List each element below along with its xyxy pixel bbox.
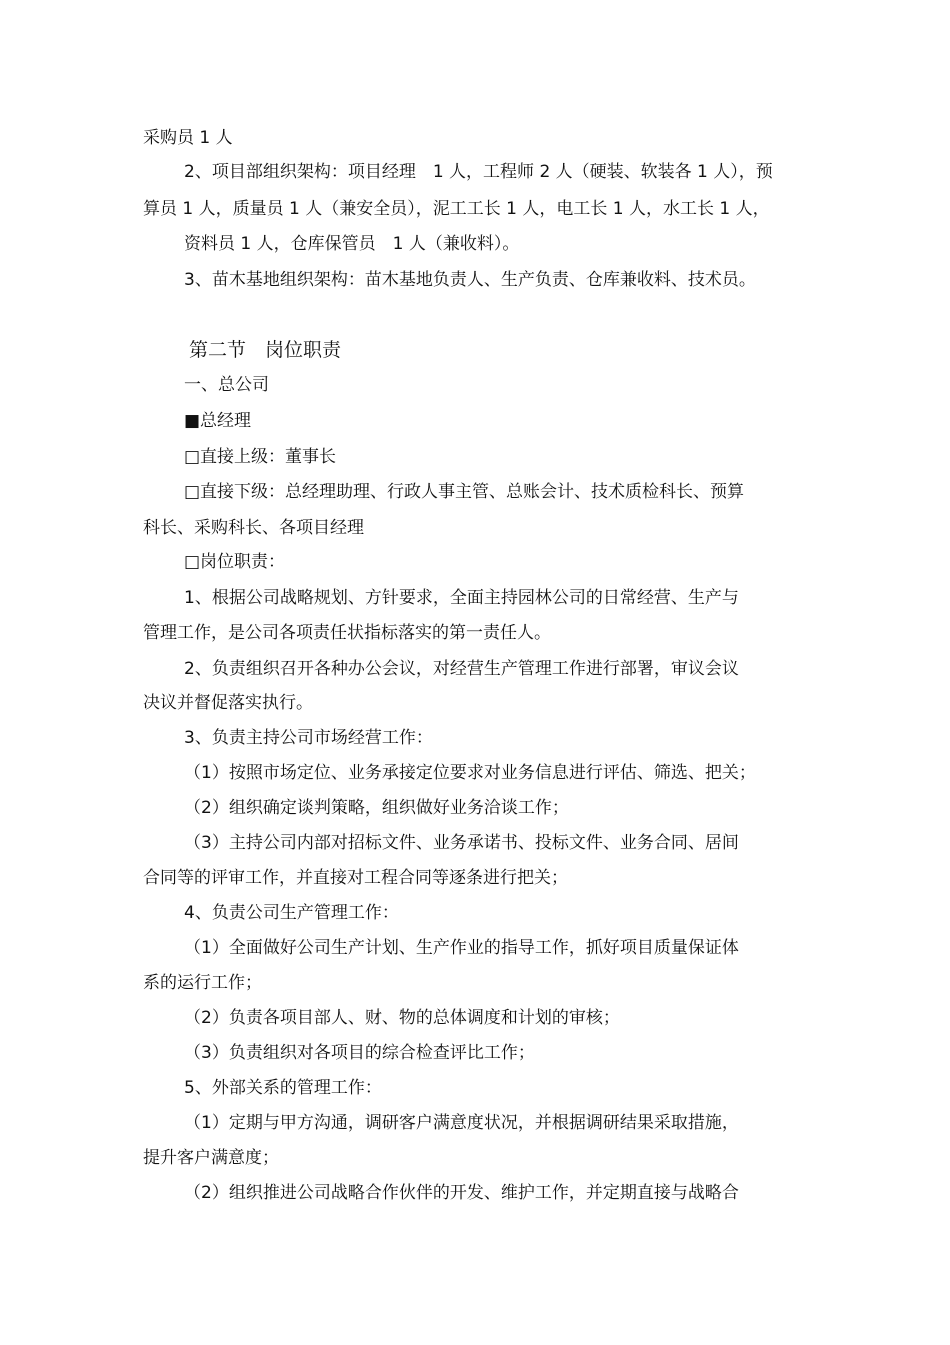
- text-line: （2）负责各项目部人、财、物的总体调度和计划的审核；: [184, 1008, 620, 1028]
- text-line: 3、负责主持公司市场经营工作：: [184, 728, 433, 748]
- text-line: （1）全面做好公司生产计划、生产作业的指导工作，抓好项目质量保证体: [184, 938, 739, 958]
- text-line: 系的运行工作；: [143, 973, 262, 993]
- text-line: □岗位职责：: [184, 552, 286, 572]
- position-title: ■总经理: [184, 411, 252, 431]
- text-line: 决议并督促落实执行。: [143, 693, 313, 713]
- text-line: 5、外部关系的管理工作：: [184, 1078, 382, 1098]
- text-line: （1）按照市场定位、业务承接定位要求对业务信息进行评估、筛选、把关；: [184, 763, 756, 783]
- text-line: （3）主持公司内部对招标文件、业务承诺书、投标文件、业务合同、居间: [184, 833, 739, 853]
- text-line: （2）组织确定谈判策略，组织做好业务洽谈工作；: [184, 798, 569, 818]
- text-line: 科长、采购科长、各项目经理: [143, 518, 364, 538]
- text-line: □直接上级：董事长: [184, 447, 337, 467]
- text-line: □直接下级：总经理助理、行政人事主管、总账会计、技术质检科长、预算: [184, 482, 745, 502]
- text-line: 算员 1 人，质量员 1 人（兼安全员），泥工工长 1 人，电工长 1 人，水工长 1 人，: [143, 199, 770, 219]
- text-line: 2、负责组织召开各种办公会议，对经营生产管理工作进行部署，审议会议: [184, 659, 739, 679]
- section-heading: 第二节 岗位职责: [189, 339, 342, 361]
- text-line: 提升客户满意度；: [143, 1148, 279, 1168]
- text-line: 资料员 1 人，仓库保管员 1 人（兼收料）。: [184, 234, 520, 254]
- text-line: （1）定期与甲方沟通，调研客户满意度状况，并根据调研结果采取措施，: [184, 1113, 739, 1133]
- text-line: 3、苗木基地组织架构：苗木基地负责人、生产负责、仓库兼收料、技术员。: [184, 270, 756, 290]
- text-line: 采购员 1 人: [143, 128, 233, 148]
- subsection-heading: 一、总公司: [184, 375, 269, 395]
- text-line: （3）负责组织对各项目的综合检查评比工作；: [184, 1043, 535, 1063]
- text-line: 2、项目部组织架构：项目经理 1 人，工程师 2 人（硬装、软装各 1 人），预: [184, 162, 773, 182]
- text-line: 合同等的评审工作，并直接对工程合同等逐条进行把关；: [143, 868, 568, 888]
- text-line: 管理工作，是公司各项责任状指标落实的第一责任人。: [143, 623, 551, 643]
- text-line: 1、根据公司战略规划、方针要求，全面主持园林公司的日常经营、生产与: [184, 588, 739, 608]
- text-line: 4、负责公司生产管理工作：: [184, 903, 399, 923]
- text-line: （2）组织推进公司战略合作伙伴的开发、维护工作，并定期直接与战略合: [184, 1183, 739, 1203]
